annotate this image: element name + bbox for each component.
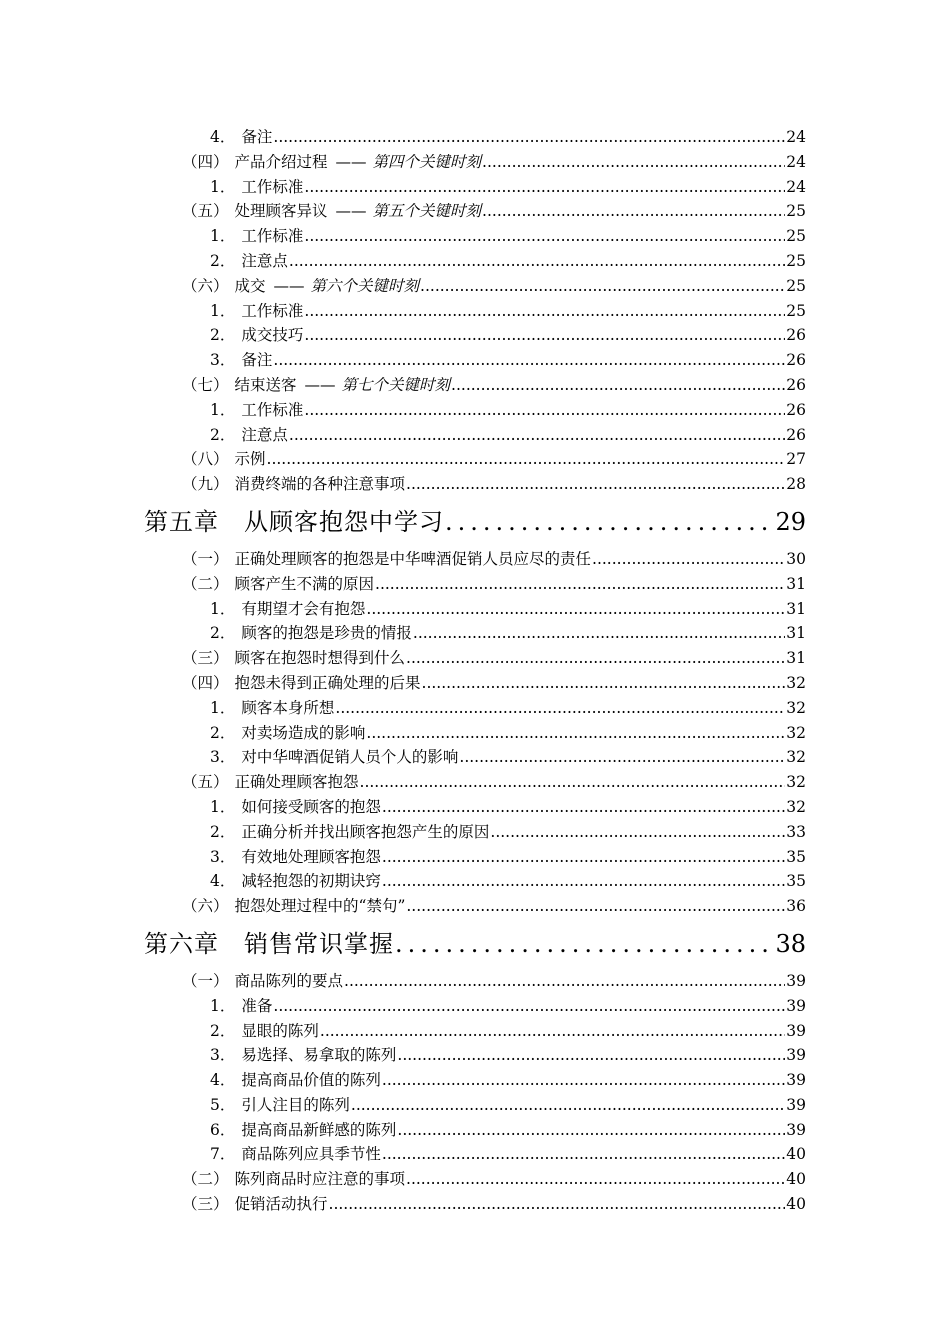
dot-leader — [382, 1142, 785, 1167]
toc-entry-number: 4． — [210, 1071, 236, 1090]
toc-chapter[interactable] — [144, 497, 806, 547]
dot-leader — [304, 398, 785, 423]
toc-entry[interactable] — [144, 299, 806, 324]
toc-page-number: 40 — [786, 1195, 806, 1214]
toc-entry-number: （七） — [182, 375, 229, 394]
toc-entry-title: 备注 — [241, 128, 273, 146]
toc-chapter[interactable] — [144, 919, 806, 969]
toc-page-number: 31 — [786, 599, 806, 618]
toc-entry-separator: —— — [273, 276, 305, 295]
dot-leader — [397, 1118, 785, 1143]
dot-leader — [382, 1068, 785, 1093]
dot-leader — [406, 646, 785, 671]
toc-entry[interactable] — [144, 447, 806, 472]
toc-page-number: 26 — [786, 351, 806, 370]
toc-entry-number: 3． — [210, 748, 236, 767]
toc-page-number: 24 — [786, 177, 806, 196]
toc-entry-title: 抱怨处理过程中的“禁句” — [234, 897, 406, 916]
dot-leader — [459, 745, 785, 770]
toc-page-number: 32 — [786, 797, 806, 816]
toc-entry-number: 1． — [210, 301, 236, 320]
toc-entry-number: 1． — [210, 996, 236, 1015]
toc-page-number: 36 — [786, 897, 806, 916]
toc-entry-number: 3． — [210, 1046, 236, 1065]
dot-leader — [289, 249, 785, 274]
toc-entry-number: 2． — [210, 624, 236, 643]
dot-leader — [366, 721, 785, 746]
toc-entry-title: 注意点 — [241, 251, 288, 270]
toc-page-number: 39 — [786, 971, 806, 990]
toc-entry[interactable] — [144, 894, 806, 919]
toc-page-number: 39 — [786, 1071, 806, 1090]
toc-entry[interactable] — [144, 597, 806, 622]
toc-entry-title: 工作标准 — [241, 400, 304, 419]
dot-leader — [482, 150, 785, 175]
toc-entry-title: 对中华啤酒促销人员个人的影响 — [241, 748, 459, 767]
dot-leader — [289, 423, 785, 448]
dot-leader — [267, 447, 786, 472]
toc-entry[interactable] — [144, 150, 806, 175]
toc-entry-title: 正确处理顾客抱怨 — [234, 773, 359, 792]
toc-entry[interactable] — [144, 224, 806, 249]
toc-entry-separator: —— — [304, 375, 336, 394]
toc-entry[interactable] — [144, 845, 806, 870]
toc-entry-number: 3． — [210, 351, 236, 370]
toc-page-number: 25 — [786, 251, 806, 270]
toc-entry-title: 顾客产生不满的原因 — [234, 574, 375, 593]
toc-page-number: 40 — [786, 1170, 806, 1189]
dot-leader — [482, 199, 785, 224]
toc-entry-key-moment: 第四个关键时刻 — [372, 152, 482, 171]
toc-entry-number: （一） — [182, 549, 229, 568]
toc-page-number: 32 — [786, 723, 806, 742]
dot-leader — [351, 1093, 785, 1118]
toc-entry-title: 顾客的抱怨是珍贵的情报 — [241, 624, 412, 643]
dot-leader — [445, 497, 774, 547]
toc-page-number: 26 — [786, 400, 806, 419]
toc-entry-number: 1． — [210, 797, 236, 816]
toc-entry[interactable] — [144, 770, 806, 795]
toc-page-number: 31 — [786, 624, 806, 643]
dot-leader — [592, 547, 785, 572]
toc-entry-title: 引人注目的陈列 — [241, 1095, 350, 1114]
toc-entry[interactable] — [144, 820, 806, 845]
toc-entry-number: 1． — [210, 599, 236, 618]
toc-page-number: 31 — [786, 574, 806, 593]
toc-entry-number: （一） — [182, 971, 229, 990]
dot-leader — [420, 274, 785, 299]
toc-entry[interactable] — [144, 125, 806, 150]
toc-entry[interactable] — [144, 621, 806, 646]
toc-page-number: 24 — [786, 152, 806, 171]
toc-entry[interactable] — [144, 1019, 806, 1044]
toc-entry-number: 1． — [210, 400, 236, 419]
toc-entry-title: 第六章 销售常识掌握 — [144, 929, 394, 958]
toc-entry-title: 正确处理顾客的抱怨是中华啤酒促销人员应尽的责任 — [234, 549, 592, 568]
dot-leader — [273, 125, 785, 150]
dot-leader — [304, 175, 785, 200]
toc-entry-number: 2． — [210, 425, 236, 444]
toc-page-number: 24 — [786, 128, 806, 146]
toc-entry-title: 抱怨未得到正确处理的后果 — [234, 673, 421, 692]
toc-entry-title: 促销活动执行 — [234, 1195, 328, 1214]
toc-entry-title: 顾客在抱怨时想得到什么 — [234, 649, 406, 668]
toc-entry[interactable] — [144, 795, 806, 820]
dot-leader — [273, 994, 785, 1019]
toc-page-number: 28 — [786, 475, 806, 494]
toc-entry-number: 3． — [210, 847, 236, 866]
toc-entry-title: 备注 — [241, 351, 273, 370]
toc-entry-title: 显眼的陈列 — [241, 1021, 319, 1040]
toc-entry-number: 5． — [210, 1095, 236, 1114]
toc-entry[interactable] — [144, 1118, 806, 1143]
toc-page-number: 39 — [786, 1095, 806, 1114]
toc-entry[interactable] — [144, 969, 806, 994]
toc-page-number: 32 — [786, 698, 806, 717]
dot-leader — [335, 696, 785, 721]
toc-entry-title: 产品介绍过程 — [234, 152, 328, 171]
table-of-contents — [144, 125, 806, 1217]
dot-leader — [304, 299, 785, 324]
toc-page-number: 26 — [786, 425, 806, 444]
toc-entry-number: 1． — [210, 227, 236, 246]
toc-page-number: 29 — [775, 507, 806, 536]
toc-entry-title: 易选择、易拿取的陈列 — [241, 1046, 397, 1065]
toc-entry-title: 陈列商品时应注意的事项 — [234, 1170, 406, 1189]
toc-entry-number: 4． — [210, 128, 236, 146]
toc-page-number: 32 — [786, 773, 806, 792]
toc-entry-number: （六） — [182, 276, 229, 295]
toc-entry-number: 6． — [210, 1120, 236, 1139]
toc-page-number: 27 — [786, 450, 806, 469]
toc-entry-number: 4． — [210, 872, 236, 891]
toc-entry-number: （五） — [182, 773, 229, 792]
toc-entry-number: 1． — [210, 177, 236, 196]
toc-page-number: 35 — [786, 847, 806, 866]
toc-entry[interactable] — [144, 869, 806, 894]
toc-entry-title: 正确分析并找出顾客抱怨产生的原因 — [241, 822, 490, 841]
toc-entry-number: （八） — [182, 450, 229, 469]
toc-entry[interactable] — [144, 1142, 806, 1167]
toc-page-number: 25 — [786, 301, 806, 320]
toc-entry[interactable] — [144, 398, 806, 423]
toc-page-number: 31 — [786, 649, 806, 668]
toc-entry[interactable] — [144, 994, 806, 1019]
toc-entry-number: 2． — [210, 251, 236, 270]
toc-entry-title: 成交技巧 — [241, 326, 304, 345]
toc-entry-number: （三） — [182, 1195, 229, 1214]
toc-entry[interactable] — [144, 1043, 806, 1068]
dot-leader — [329, 1192, 786, 1217]
toc-entry[interactable] — [144, 472, 806, 497]
toc-entry-number: （六） — [182, 897, 229, 916]
toc-entry-title: 处理顾客异议 — [234, 202, 328, 221]
toc-entry[interactable] — [144, 1068, 806, 1093]
dot-leader — [360, 770, 786, 795]
toc-entry[interactable] — [144, 671, 806, 696]
dot-leader — [304, 224, 785, 249]
dot-leader — [382, 869, 785, 894]
toc-entry-title: 消费终端的各种注意事项 — [234, 475, 406, 494]
toc-page-number: 30 — [786, 549, 806, 568]
dot-leader — [366, 597, 785, 622]
toc-page-number: 39 — [786, 996, 806, 1015]
toc-entry-number: 2． — [210, 822, 236, 841]
toc-page-number: 32 — [786, 673, 806, 692]
dot-leader — [304, 323, 785, 348]
toc-entry[interactable] — [144, 175, 806, 200]
toc-entry-title: 工作标准 — [241, 177, 304, 196]
toc-page-number: 25 — [786, 276, 806, 295]
toc-entry-number: 2． — [210, 1021, 236, 1040]
toc-entry[interactable] — [144, 1093, 806, 1118]
toc-page-number: 33 — [786, 822, 806, 841]
toc-page-number: 32 — [786, 748, 806, 767]
dot-leader — [422, 671, 786, 696]
toc-entry[interactable] — [144, 423, 806, 448]
toc-entry-key-moment: 第六个关键时刻 — [310, 276, 420, 295]
toc-page-number: 25 — [786, 202, 806, 221]
toc-entry-number: （三） — [182, 649, 229, 668]
toc-entry[interactable] — [144, 373, 806, 398]
toc-entry[interactable] — [144, 721, 806, 746]
dot-leader — [406, 1167, 785, 1192]
toc-entry-title: 提高商品价值的陈列 — [241, 1071, 381, 1090]
toc-entry-separator: —— — [335, 152, 367, 171]
toc-entry-number: （九） — [182, 475, 229, 494]
toc-entry-number: 1． — [210, 698, 236, 717]
toc-entry-number: （四） — [182, 152, 229, 171]
dot-leader — [382, 795, 785, 820]
toc-entry-title: 成交 — [234, 276, 266, 295]
toc-page-number: 40 — [786, 1145, 806, 1164]
toc-page-number: 39 — [786, 1046, 806, 1065]
toc-page-number: 39 — [786, 1021, 806, 1040]
toc-entry[interactable] — [144, 1167, 806, 1192]
dot-leader — [406, 894, 785, 919]
dot-leader — [273, 348, 785, 373]
toc-entry-title: 工作标准 — [241, 227, 304, 246]
toc-entry-number: 2． — [210, 326, 236, 345]
dot-leader — [413, 621, 785, 646]
toc-entry-title: 提高商品新鲜感的陈列 — [241, 1120, 397, 1139]
dot-leader — [375, 572, 785, 597]
toc-entry-title: 注意点 — [241, 425, 288, 444]
toc-entry[interactable] — [144, 1192, 806, 1217]
toc-entry-title: 顾客本身所想 — [241, 698, 335, 717]
toc-entry-title: 准备 — [241, 996, 273, 1015]
toc-entry-number: 7． — [210, 1145, 236, 1164]
toc-entry[interactable] — [144, 199, 806, 224]
dot-leader — [406, 472, 785, 497]
toc-page-number: 39 — [786, 1120, 806, 1139]
toc-entry-number: （五） — [182, 202, 229, 221]
toc-entry[interactable] — [144, 249, 806, 274]
toc-entry-separator: —— — [335, 202, 367, 221]
toc-page-number: 26 — [786, 375, 806, 394]
dot-leader — [382, 845, 785, 870]
toc-entry-title: 减轻抱怨的初期诀窍 — [241, 872, 381, 891]
dot-leader — [320, 1019, 785, 1044]
toc-entry-title: 商品陈列的要点 — [234, 971, 344, 990]
toc-entry-key-moment: 第七个关键时刻 — [341, 375, 451, 394]
toc-entry[interactable] — [144, 696, 806, 721]
toc-entry-number: （二） — [182, 1170, 229, 1189]
toc-page-number: 35 — [786, 872, 806, 891]
toc-entry-title: 对卖场造成的影响 — [241, 723, 366, 742]
toc-entry-key-moment: 第五个关键时刻 — [372, 202, 482, 221]
dot-leader — [451, 373, 785, 398]
toc-entry[interactable] — [144, 745, 806, 770]
dot-leader — [344, 969, 785, 994]
toc-entry-title: 商品陈列应具季节性 — [241, 1145, 381, 1164]
toc-entry-title: 有期望才会有抱怨 — [241, 599, 366, 618]
dot-leader — [397, 1043, 785, 1068]
toc-entry-number: （二） — [182, 574, 229, 593]
dot-leader — [395, 919, 774, 969]
dot-leader — [490, 820, 785, 845]
toc-entry-title: 工作标准 — [241, 301, 304, 320]
toc-page-number: 26 — [786, 326, 806, 345]
toc-entry-title: 结束送客 — [234, 375, 297, 394]
toc-entry-title: 第五章 从顾客抱怨中学习 — [144, 507, 444, 536]
toc-entry-title: 示例 — [234, 450, 266, 469]
toc-entry-title: 有效地处理顾客抱怨 — [241, 847, 381, 866]
toc-entry-number: （四） — [182, 673, 229, 692]
toc-entry[interactable] — [144, 572, 806, 597]
toc-page-number: 25 — [786, 227, 806, 246]
toc-page-number: 38 — [775, 929, 806, 958]
toc-entry-number: 2． — [210, 723, 236, 742]
toc-entry[interactable] — [144, 547, 806, 572]
toc-entry[interactable] — [144, 646, 806, 671]
toc-entry-title: 如何接受顾客的抱怨 — [241, 797, 381, 816]
toc-entry[interactable] — [144, 274, 806, 299]
toc-entry[interactable] — [144, 323, 806, 348]
toc-entry[interactable] — [144, 348, 806, 373]
